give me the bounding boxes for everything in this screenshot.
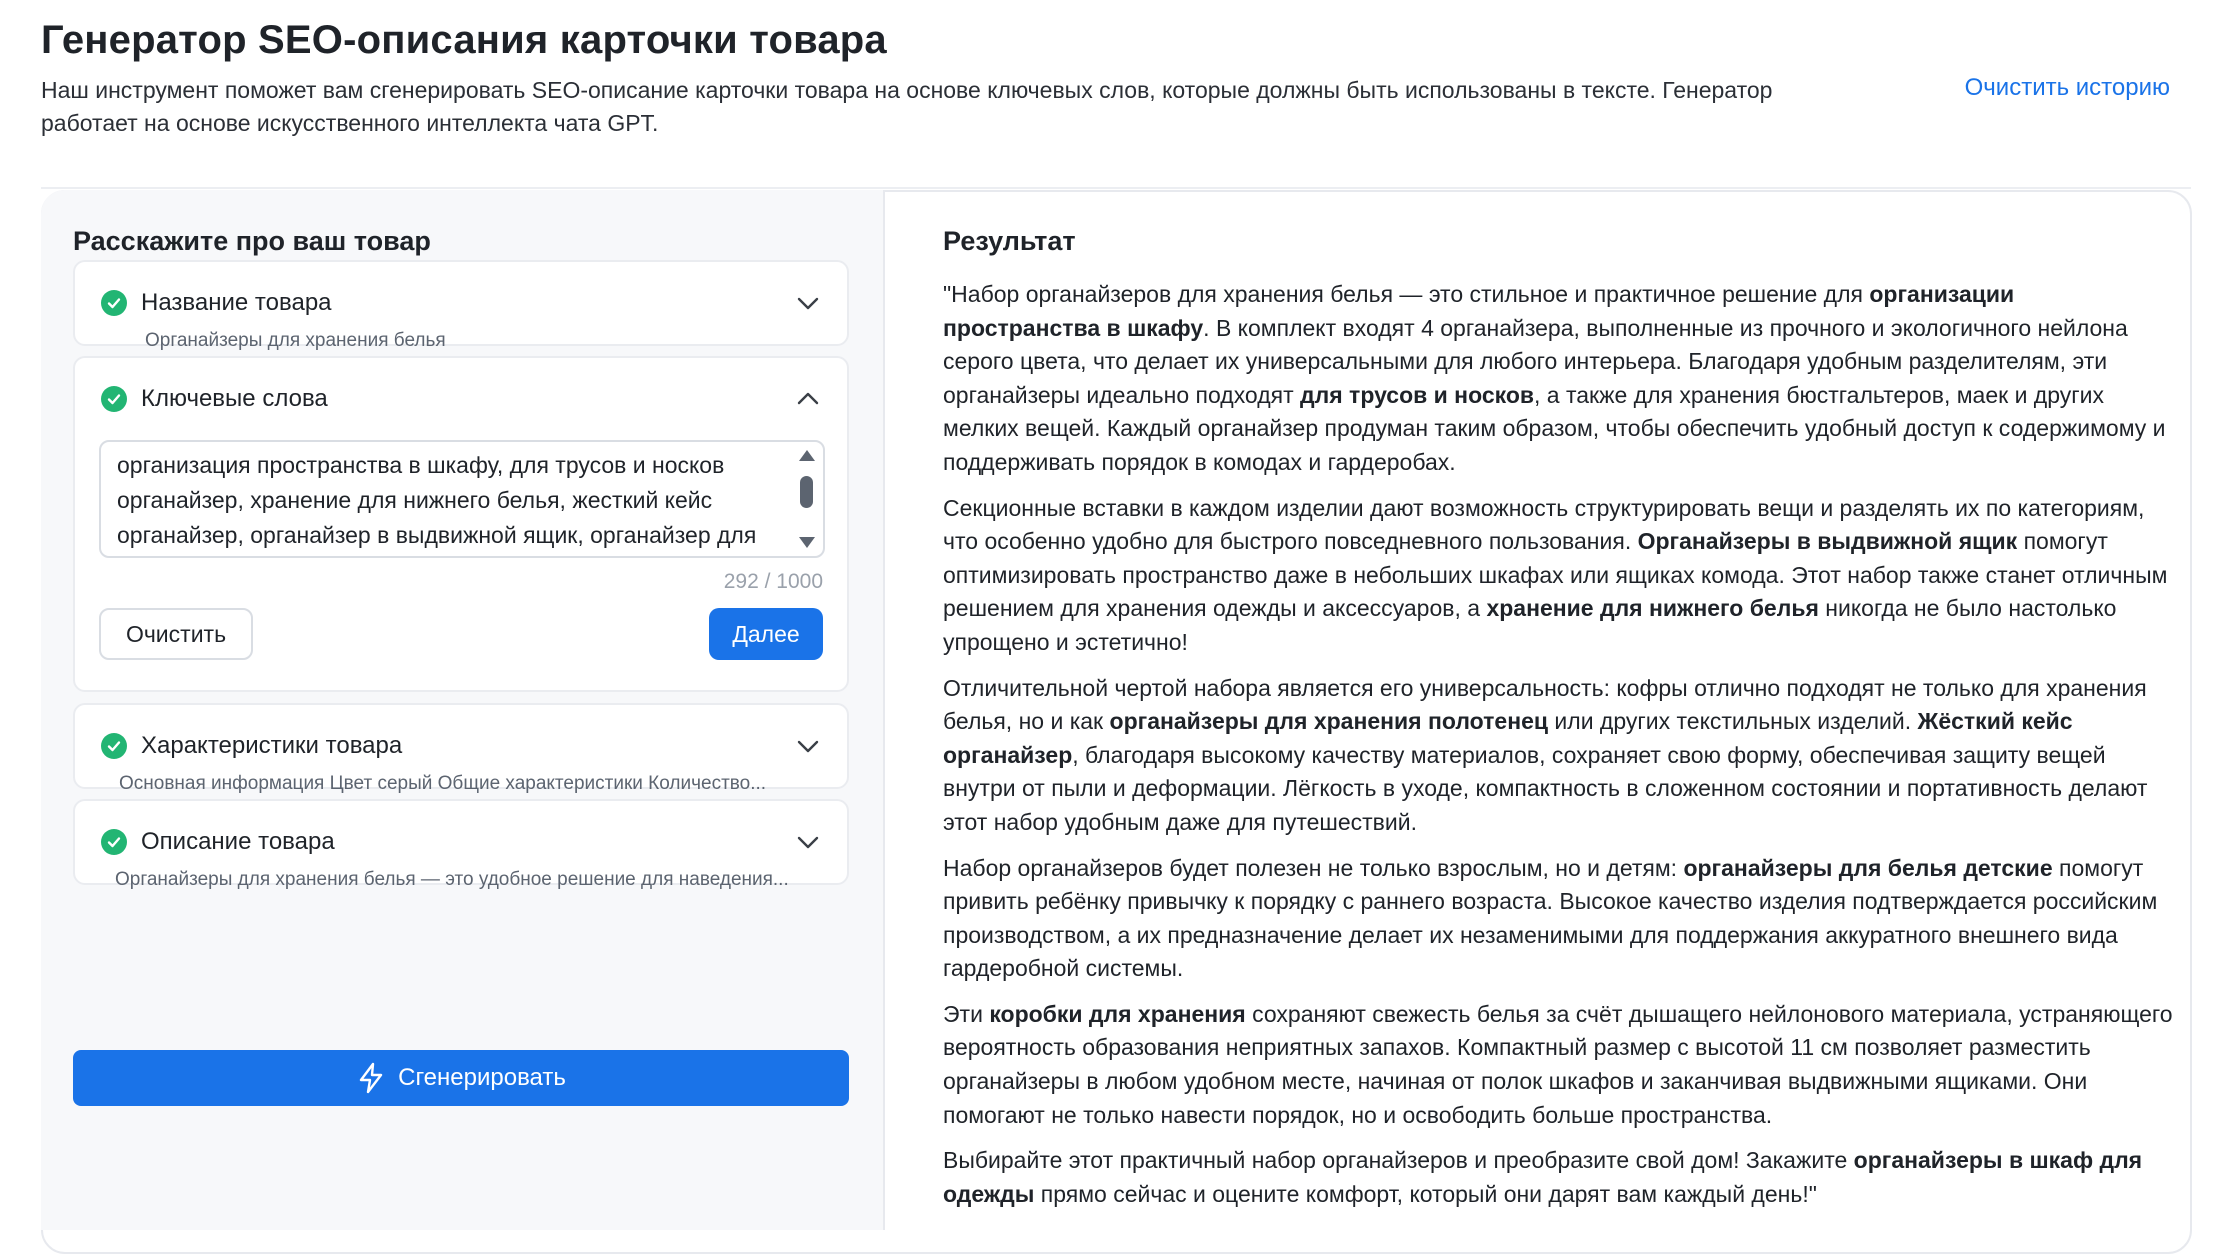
scroll-up-arrow[interactable] xyxy=(799,450,815,461)
text-run: Секционные вставки в каждом изделии дают возможность структурировать вещи и разделять их по категориям, что особенно удобно для быстрого повседневного пользования. xyxy=(943,494,2145,555)
chevron-up-icon[interactable] xyxy=(793,384,823,414)
result-paragraph xyxy=(943,278,2175,480)
keyword-highlight: для трусов и носков xyxy=(1300,381,1535,408)
result-paragraph xyxy=(943,998,2175,1132)
check-circle-icon xyxy=(101,386,127,412)
keyword-highlight: органайзеры для белья детские xyxy=(1683,854,2053,881)
keyword-highlight: органайзеры для хранения полотенец xyxy=(1109,708,1549,735)
character-counter: 292 / 1000 xyxy=(723,570,823,593)
clear-button[interactable]: Очистить xyxy=(99,608,253,660)
text-run: прямо сейчас и оцените комфорт, который они дарят вам каждый день!" xyxy=(1034,1180,1817,1207)
generate-label: Сгенерировать xyxy=(398,1064,566,1091)
result-paragraph xyxy=(943,672,2175,840)
generate-button[interactable] xyxy=(73,1050,849,1106)
lightning-icon xyxy=(356,1062,386,1094)
text-run: Эти xyxy=(943,1000,990,1027)
next-button[interactable]: Далее xyxy=(709,608,823,660)
accordion-summary: Органайзеры для хранения белья — это удобное решение для наведения... xyxy=(115,869,789,890)
accordion-summary: Органайзеры для хранения белья xyxy=(145,330,446,351)
check-circle-icon xyxy=(101,829,127,855)
keyword-highlight: Жёсткий кейс органайзер xyxy=(943,708,2073,768)
keywords-textarea[interactable] xyxy=(99,440,825,558)
chevron-down-icon[interactable] xyxy=(793,827,823,857)
scroll-down-arrow[interactable] xyxy=(799,537,815,548)
text-run: или других текстильных изделий. xyxy=(1548,708,1918,735)
form-panel xyxy=(41,190,885,1230)
result-text xyxy=(943,278,2175,1223)
result-paragraph xyxy=(943,1144,2175,1211)
text-run: Набор органайзеров будет полезен не только взрослым, но и детям: xyxy=(943,854,1684,881)
accordion-summary: Основная информация Цвет серый Общие характеристики Количество... xyxy=(119,773,767,794)
result-paragraph xyxy=(943,852,2175,986)
accordion-title: Ключевые слова xyxy=(141,385,328,412)
accordion-description[interactable] xyxy=(73,799,849,890)
accordion-keywords[interactable] xyxy=(73,356,849,692)
result-paragraph xyxy=(943,492,2175,660)
page-description: Наш инструмент поможет вам сгенерировать SEO-описание карточки товара на основе ключевых слов, которые должны быть использованы в тексте. Генератор работает на основе искусственного интеллекта чата GPT. xyxy=(41,77,1773,136)
text-run: Выбирайте этот практичный набор органайзеров и преобразите свой дом! Закажите xyxy=(943,1147,1854,1174)
text-run: сохраняют свежесть белья за счёт дышащего нейлонового материала, устраняющего вероятность образования неприятных запахов. Компактный размер с высотой 11 см позволяет разместить органайзеры в любом удобном месте, начиная от полок шкафов и заканчивая выдвижными ящиками. Они помогают не только навести порядок, но и освободить больше пространства. xyxy=(943,1000,2173,1128)
header-divider xyxy=(41,187,2191,189)
text-run: , а также для хранения бюстгальтеров, маек и других мелких вещей. Каждый органайзер продуман таким образом, чтобы обеспечить удобный доступ к содержимому и поддерживать порядок в комодах и гардеробах. xyxy=(943,381,2166,475)
accordion-characteristics[interactable] xyxy=(73,703,849,794)
text-run: помогут оптимизировать пространство даже в небольших шкафах или ящиках комода. Этот набор также станет отличным решением для хранения одежды и аксессуаров, а xyxy=(943,528,2168,622)
text-run: "Набор органайзеров для хранения белья — это стильное и практичное решение для xyxy=(943,281,1870,307)
text-run: помогут привить ребёнку привычку к порядку с раннего возраста. Высокое качество изделия подтверждается российским производством, а их предназначение делает их незаменимыми для поддержания аккуратного внешнего вида гардеробной системы. xyxy=(943,854,2158,982)
accordion-title: Характеристики товара xyxy=(141,732,403,759)
text-run: Отличительной чертой набора является его универсальность: кофры отлично подходят не только для хранения белья, но и как xyxy=(943,674,2147,735)
keyword-highlight: организации пространства в шкафу xyxy=(943,281,2015,341)
scrollbar-thumb[interactable] xyxy=(800,476,813,508)
chevron-down-icon[interactable] xyxy=(793,288,823,318)
check-circle-icon xyxy=(101,290,127,316)
keyword-highlight: Органайзеры в выдвижной ящик xyxy=(1637,528,2018,555)
text-run: , благодаря высокому качеству материалов, сохраняет свою форму, обеспечивая защиту вещей внутри от пыли и деформации. Лёгкость в уходе, компактность в сложенном состоянии и портативность делают этот набор удобным даже для путешествий. xyxy=(943,741,2148,835)
keyword-highlight: коробки для хранения xyxy=(989,1000,1246,1027)
keywords-text: организация пространства в шкафу, для трусов и носков органайзер, хранение для нижнего белья, жесткий кейс органайзер, органайзер в выдвижной ящик, органайзер для xyxy=(117,452,757,548)
keyword-highlight: органайзеры в шкаф для одежды xyxy=(943,1147,2143,1207)
text-run: . В комплект входят 4 органайзера, выполненные из прочного и экологичного нейлона серого цвета, что делает их универсальными для любого интерьера. Благодаря удобным разделителям, эти органайзеры идеально подходят xyxy=(943,314,2128,408)
page-title: Генератор SEO-описания карточки товара xyxy=(41,18,887,62)
accordion-title: Описание товара xyxy=(141,828,335,855)
text-run: никогда не было настолько упрощено и эстетично! xyxy=(943,595,2117,655)
chevron-down-icon[interactable] xyxy=(793,731,823,761)
accordion-title: Название товара xyxy=(141,289,332,316)
form-title: Расскажите про ваш товар xyxy=(73,226,431,256)
clear-history-link[interactable]: Очистить историю xyxy=(1964,74,2170,101)
check-circle-icon xyxy=(101,733,127,759)
accordion-product-name[interactable] xyxy=(73,260,849,351)
result-title: Результат xyxy=(943,226,1076,256)
keyword-highlight: хранение для нижнего белья xyxy=(1486,595,1819,622)
